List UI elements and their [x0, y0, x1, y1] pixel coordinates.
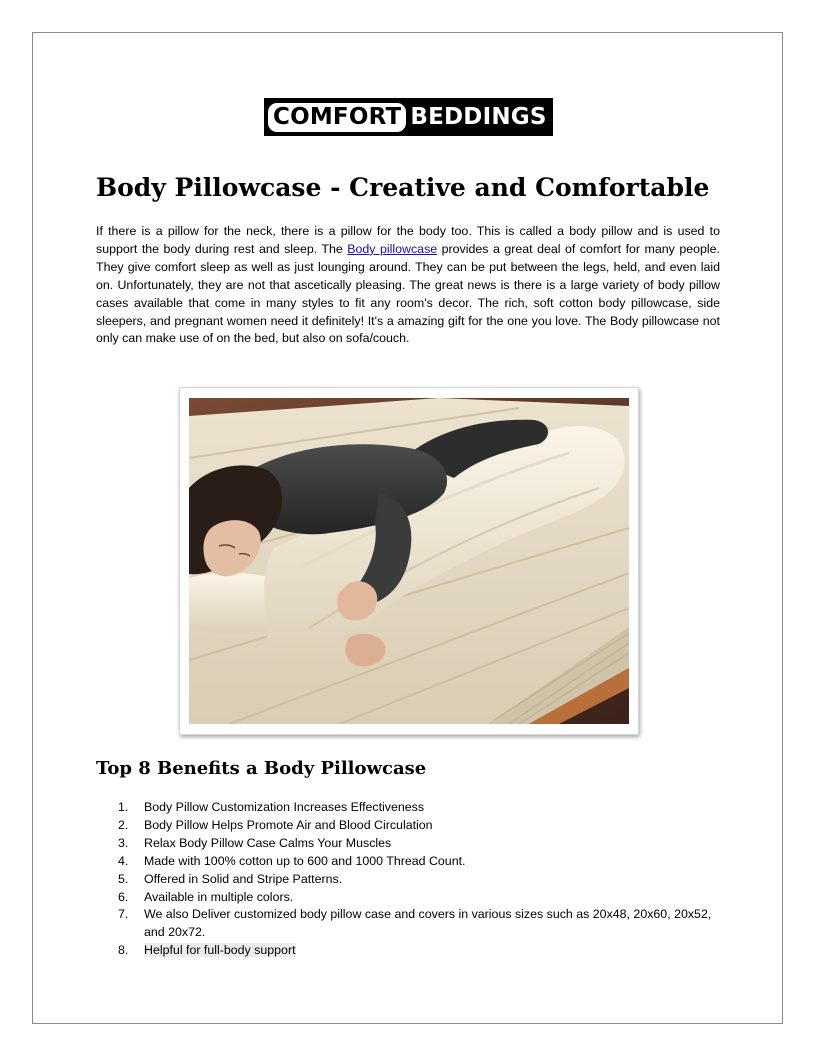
- page-title: Body Pillowcase - Creative and Comfortable: [96, 173, 710, 202]
- intro-text-before-link: If there is a pillow for the neck, there is a pillow for the body too. This is called a body pillow and is used to support the body during rest and sleep. The: [96, 224, 720, 256]
- intro-text-after-link: provides a great deal of comfort for many people. They give comfort sleep as well as just lounging around. They can be put between the legs, held, and even laid on. Unfortunately, they are not that ascetically pleasing. The great news is there is a large variety of body pillow cases available that come in many styles to fit any room's decor. The rich, soft cotton body pillowcase, side sleepers, and pregnant women need it definitely! It's a amazing gift for the one you love. The Body pillowcase not only can make use of on the bed, but also on sofa/couch.: [96, 241, 720, 346]
- body-pillowcase-link[interactable]: Body pillowcase: [347, 241, 438, 256]
- list-item: [96, 817, 726, 835]
- list-item: [96, 942, 726, 960]
- list-item: [96, 799, 726, 817]
- benefits-list: [96, 799, 726, 960]
- list-item-number: 4.: [118, 853, 129, 868]
- woman-hugging-body-pillow-photo: [189, 398, 629, 724]
- comfort-beddings-logo[interactable]: [264, 98, 553, 136]
- list-item: [96, 889, 726, 907]
- list-item: [96, 871, 726, 889]
- list-item-number: 1.: [118, 800, 129, 814]
- list-item: [96, 853, 726, 871]
- list-item-text: Made with 100% cotton up to 600 and 1000 Thread Count.: [144, 853, 466, 868]
- list-item: [96, 906, 726, 942]
- photo-frame: [179, 387, 639, 735]
- benefits-heading: Top 8 Benefits a Body Pillowcase: [96, 758, 427, 779]
- list-item-text: Available in multiple colors.: [144, 889, 294, 904]
- list-item-text-highlighted: Helpful for full-body support: [144, 943, 296, 958]
- intro-paragraph: [96, 223, 720, 348]
- logo-word-comfort: COMFORT: [268, 103, 406, 132]
- list-item-number: 3.: [118, 835, 129, 850]
- list-item-text: We also Deliver customized body pillow case and covers in various sizes such as 20x48, 20x60, 20x52, and 20x72.: [144, 907, 712, 940]
- list-item-text: Body Pillow Customization Increases Effectiveness: [144, 800, 425, 814]
- list-item-number: 7.: [118, 907, 129, 922]
- list-item-text: Relax Body Pillow Case Calms Your Muscles: [144, 835, 392, 850]
- list-item-text: Body Pillow Helps Promote Air and Blood Circulation: [144, 817, 433, 832]
- list-item-number: 6.: [118, 889, 129, 904]
- list-item: [96, 835, 726, 853]
- logo-word-beddings: BEDDINGS: [410, 104, 547, 130]
- list-item-number: 8.: [118, 943, 129, 958]
- list-item-number: 2.: [118, 817, 129, 832]
- list-item-text: Offered in Solid and Stripe Patterns.: [144, 871, 343, 886]
- list-item-number: 5.: [118, 871, 129, 886]
